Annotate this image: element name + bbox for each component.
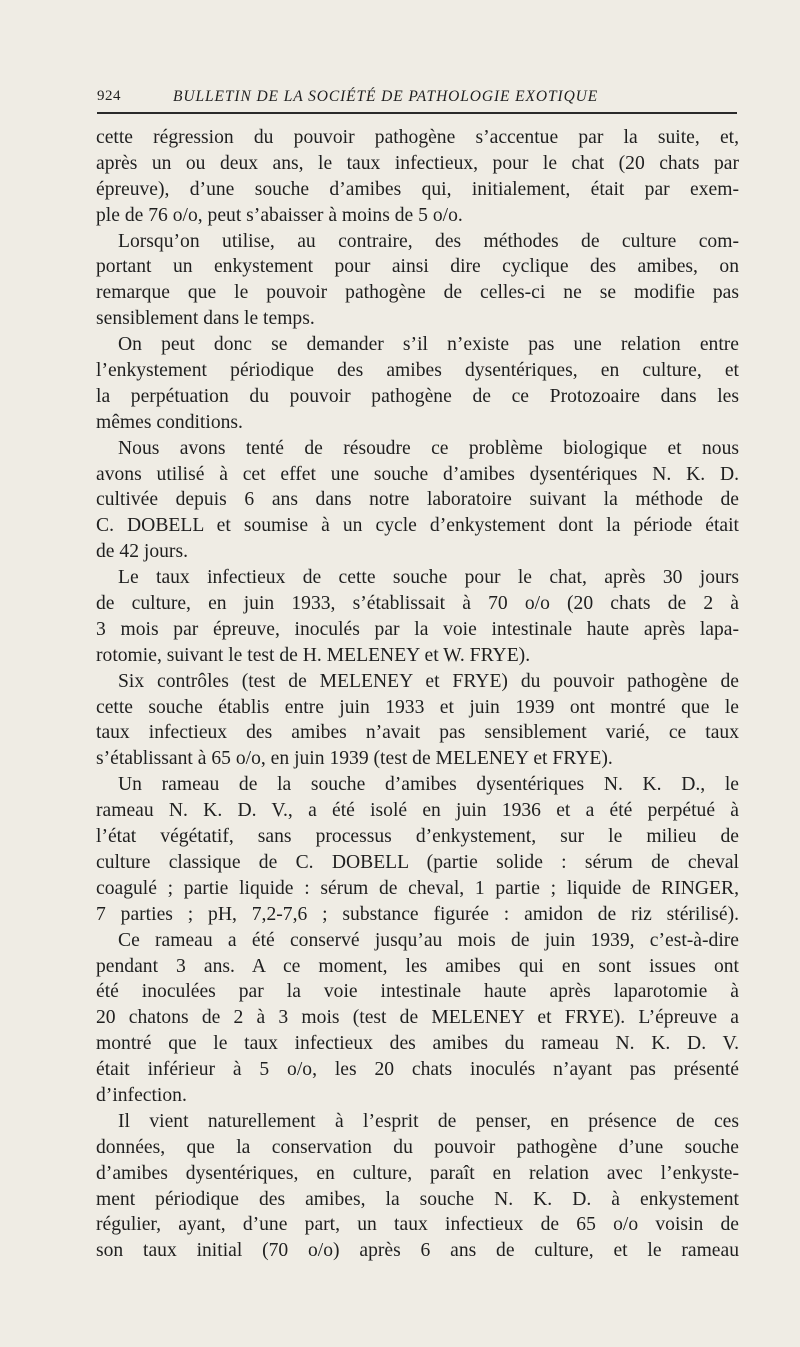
text-line: Lorsqu’on utilise, au contraire, des méthodes de culture com-	[118, 230, 739, 252]
text-line: Ce rameau a été conservé jusqu’au mois de juin 1939, c’est-à-dire	[118, 929, 739, 951]
text-line: 7 parties ; pH, 7,2-7,6 ; substance figurée : amidon de riz stérilisé).	[96, 903, 739, 925]
text-line: culture classique de C. DOBELL (partie solide : sérum de cheval	[96, 851, 739, 873]
text-line: sensiblement dans le temps.	[96, 308, 315, 330]
text-line: Six contrôles (test de MELENEY et FRYE) du pouvoir pathogène de	[118, 670, 739, 692]
text-line: la perpétuation du pouvoir pathogène de ce Protozoaire dans les	[96, 385, 739, 407]
text-line: après un ou deux ans, le taux infectieux, pour le chat (20 chats par	[96, 152, 739, 174]
text-line: l’enkystement périodique des amibes dysentériques, en culture, et	[96, 360, 739, 382]
text-line: ment périodique des amibes, la souche N. K. D. à enkystement	[96, 1188, 739, 1210]
text-line: Le taux infectieux de cette souche pour le chat, après 30 jours	[118, 567, 739, 589]
text-line: Nous avons tenté de résoudre ce problème biologique et nous	[118, 437, 739, 459]
text-line: 3 mois par épreuve, inoculés par la voie intestinale haute après lapa-	[96, 618, 739, 640]
text-line: remarque que le pouvoir pathogène de celles-ci ne se modifie pas	[96, 282, 739, 304]
text-line: données, que la conservation du pouvoir pathogène d’une souche	[96, 1136, 739, 1158]
text-line: avons utilisé à cet effet une souche d’amibes dysentériques N. K. D.	[96, 463, 739, 485]
text-line: régulier, ayant, d’une part, un taux infectieux de 65 o/o voisin de	[96, 1214, 739, 1236]
text-line: portant un enkystement pour ainsi dire cyclique des amibes, on	[96, 256, 739, 278]
header-rule	[97, 112, 737, 114]
text-line: son taux initial (70 o/o) après 6 ans de culture, et le rameau	[96, 1240, 739, 1262]
text-line: C. DOBELL et soumise à un cycle d’enkystement dont la période était	[96, 515, 739, 537]
text-line: l’état végétatif, sans processus d’enkystement, sur le milieu de	[96, 826, 739, 848]
text-line: ple de 76 o/o, peut s’abaisser à moins de 5 o/o.	[96, 204, 463, 226]
text-line: montré que le taux infectieux des amibes du rameau N. K. D. V.	[96, 1033, 739, 1055]
text-line: de culture, en juin 1933, s’établissait à 70 o/o (20 chats de 2 à	[96, 593, 739, 615]
text-line: pendant 3 ans. A ce moment, les amibes qui en sont issues ont	[96, 955, 739, 977]
text-line: Un rameau de la souche d’amibes dysentériques N. K. D., le	[118, 774, 739, 796]
page-number: 924	[97, 88, 121, 104]
page-header	[97, 76, 739, 104]
text-line: 20 chatons de 2 à 3 mois (test de MELENEY et FRYE). L’épreuve a	[96, 1007, 739, 1029]
text-line: coagulé ; partie liquide : sérum de cheval, 1 partie ; liquide de RINGER,	[96, 877, 739, 899]
body-text	[96, 125, 739, 1264]
text-line: d’infection.	[96, 1084, 187, 1106]
text-line: s’établissant à 65 o/o, en juin 1939 (test de MELENEY et FRYE).	[96, 748, 613, 770]
text-line: épreuve), d’une souche d’amibes qui, initialement, était par exem-	[96, 178, 739, 200]
text-line: cette régression du pouvoir pathogène s’accentue par la suite, et,	[96, 127, 739, 148]
text-line: mêmes conditions.	[96, 411, 243, 433]
text-line: cette souche établis entre juin 1933 et juin 1939 ont montré que le	[96, 696, 739, 718]
text-line: rameau N. K. D. V., a été isolé en juin 1936 et a été perpétué à	[96, 800, 739, 822]
text-line: d’amibes dysentériques, en culture, paraît en relation avec l’enkyste-	[96, 1162, 739, 1184]
text-line: était inférieur à 5 o/o, les 20 chats inoculés n’ayant pas présenté	[96, 1059, 739, 1081]
text-line: Il vient naturellement à l’esprit de penser, en présence de ces	[118, 1110, 739, 1132]
running-title: BULLETIN DE LA SOCIÉTÉ DE PATHOLOGIE EXOTIQUE	[173, 88, 599, 105]
text-line: cultivée depuis 6 ans dans notre laboratoire suivant la méthode de	[96, 489, 739, 511]
text-line: On peut donc se demander s’il n’existe pas une relation entre	[118, 334, 739, 356]
text-line: été inoculées par la voie intestinale haute après laparotomie à	[96, 981, 739, 1003]
text-line: de 42 jours.	[96, 541, 188, 563]
text-line: rotomie, suivant le test de H. MELENEY et W. FRYE).	[96, 644, 531, 666]
text-line: taux infectieux des amibes n’avait pas sensiblement varié, ce taux	[96, 722, 739, 744]
